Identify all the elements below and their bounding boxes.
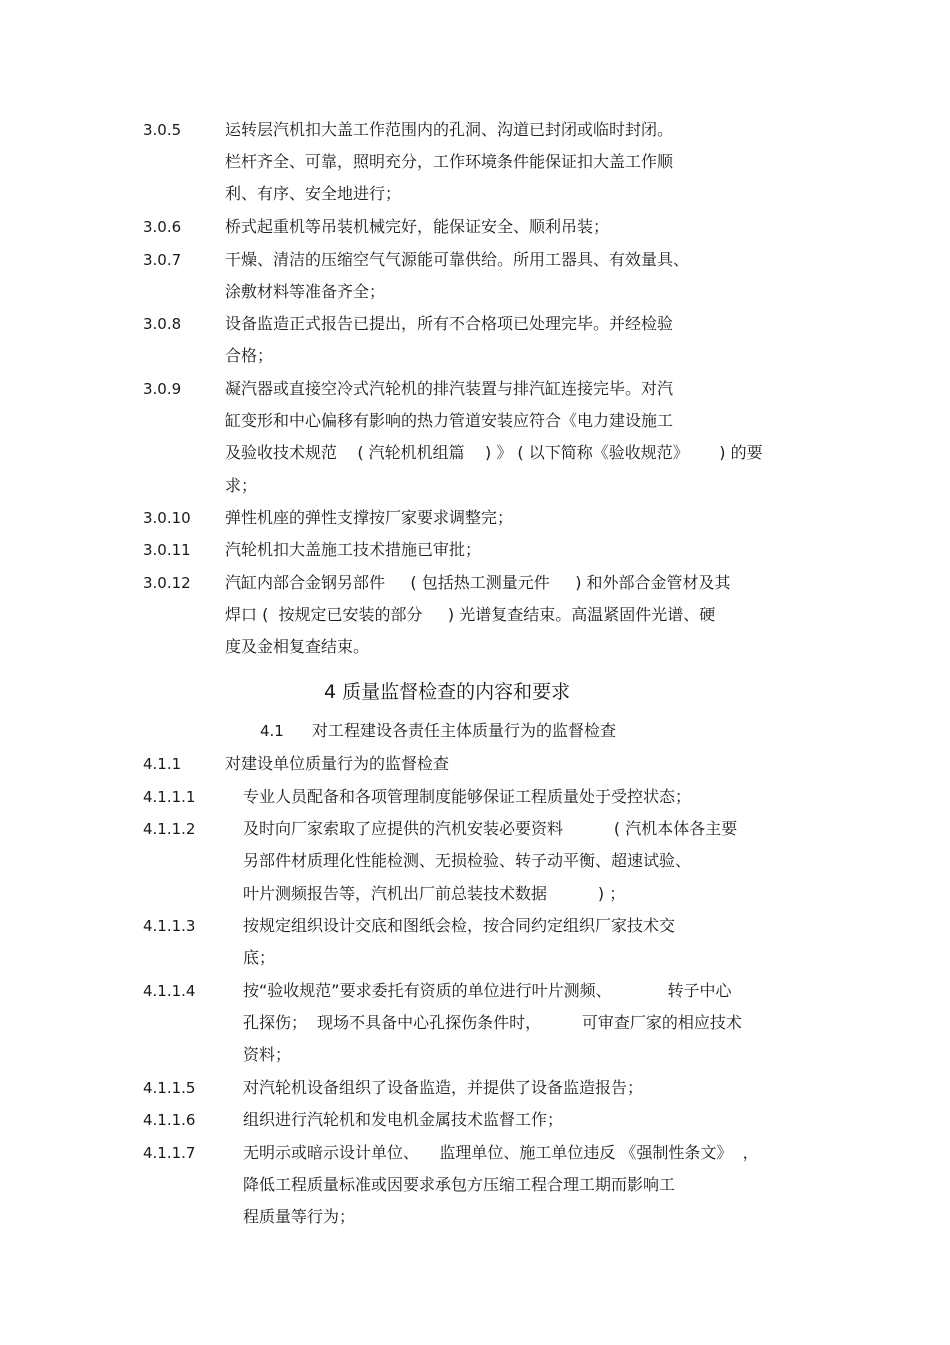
item-text-line: 程质量等行为； xyxy=(243,1207,356,1226)
item-text-line: 对汽轮机设备组织了设备监造，并提供了设备监造报告； xyxy=(243,1078,644,1097)
item-text-line: 资料； xyxy=(243,1045,292,1064)
item-number: 4.1.1 xyxy=(143,755,182,773)
item-text-line: 及时向厂家索取了应提供的汽机安装必要资料 ( 汽机本体各主要 xyxy=(243,819,738,838)
item-text-line: 求； xyxy=(225,476,258,495)
item-number: 3.0.12 xyxy=(143,574,191,592)
item-number: 3.0.11 xyxy=(143,541,191,559)
item-number: 4.1.1.7 xyxy=(143,1144,196,1162)
item-text-line: 汽缸内部合金钢另部件 ( 包括热工测量元件 ) 和外部合金管材及其 xyxy=(225,573,731,592)
item-text-line: 底； xyxy=(243,948,276,967)
item-text-line: 及验收技术规范 ( 汽轮机机组篇 ) 》 ( 以下简称《验收规范》 ) 的要 xyxy=(225,443,763,462)
item-number: 3.0.7 xyxy=(143,251,182,269)
subsection-title: 对工程建设各责任主体质量行为的监督检查 xyxy=(312,721,617,740)
item-text-line: 缸变形和中心偏移有影响的热力管道安装应符合《电力建设施工 xyxy=(225,411,674,430)
item-number: 4.1.1.1 xyxy=(143,788,196,806)
item-number: 4.1.1.3 xyxy=(143,917,196,935)
item-number: 4.1.1.6 xyxy=(143,1111,196,1129)
item-text-line: 运转层汽机扣大盖工作范围内的孔洞、沟道已封闭或临时封闭。 xyxy=(225,120,674,139)
item-number: 3.0.9 xyxy=(143,380,182,398)
item-text-line: 度及金相复查结束。 xyxy=(225,637,370,656)
item-number: 3.0.5 xyxy=(143,121,182,139)
item-text-line: 按规定组织设计交底和图纸会检，按合同约定组织厂家技术交 xyxy=(243,916,676,935)
section-heading: 4 质量监督检查的内容和要求 xyxy=(324,681,571,703)
item-number: 3.0.10 xyxy=(143,509,191,527)
item-number: 3.0.8 xyxy=(143,315,182,333)
item-text-line: 涂敷材料等准备齐全； xyxy=(225,282,386,301)
item-text-line: 汽轮机扣大盖施工技术措施已审批； xyxy=(225,540,482,559)
item-text-line: 干燥、清洁的压缩空气气源能可靠供给。所用工器具、有效量具、 xyxy=(225,250,690,269)
item-text-line: 利、有序、安全地进行； xyxy=(225,184,402,203)
item-number: 3.0.6 xyxy=(143,218,182,236)
item-text-line: 另部件材质理化性能检测、无损检验、转子动平衡、超速试验、 xyxy=(243,851,692,870)
item-number: 4.1.1.5 xyxy=(143,1079,196,1097)
item-text-line: 无明示或暗示设计单位、 监理单位、施工单位违反 《强制性条文》 ， xyxy=(243,1143,759,1162)
item-text-line: 栏杆齐全、可靠，照明充分，工作环境条件能保证扣大盖工作顺 xyxy=(225,152,674,171)
subsection-number: 4.1 xyxy=(260,722,284,740)
item-text-line: 焊口 ( 按规定已安装的部分 ) 光谱复查结束。高温紧固件光谱、硬 xyxy=(225,605,716,624)
item-number: 4.1.1.2 xyxy=(143,820,196,838)
item-text-line: 弹性机座的弹性支撑按厂家要求调整完； xyxy=(225,508,514,527)
item-text-line: 降低工程质量标准或因要求承包方压缩工程合理工期而影响工 xyxy=(243,1175,676,1194)
item-text-line: 孔探伤； 现场不具备中心孔探伤条件时， 可审查厂家的相应技术 xyxy=(243,1013,742,1032)
item-text-line: 按“验收规范”要求委托有资质的单位进行叶片测频、 转子中心 xyxy=(243,981,732,1000)
item-text-line: 合格； xyxy=(225,346,274,365)
item-text-line: 桥式起重机等吊装机械完好，能保证安全、顺利吊装； xyxy=(225,217,610,236)
item-text-line: 组织进行汽轮机和发电机金属技术监督工作； xyxy=(243,1110,564,1129)
item-text-line: 凝汽器或直接空冷式汽轮机的排汽装置与排汽缸连接完毕。对汽 xyxy=(225,379,674,398)
item-text-line: 专业人员配备和各项管理制度能够保证工程质量处于受控状态； xyxy=(243,787,692,806)
item-text-line: 叶片测频报告等，汽机出厂前总装技术数据 ) ； xyxy=(243,884,626,903)
item-text-line: 对建设单位质量行为的监督检查 xyxy=(225,754,450,773)
item-text-line: 设备监造正式报告已提出，所有不合格项已处理完毕。并经检验 xyxy=(225,314,674,333)
item-number: 4.1.1.4 xyxy=(143,982,196,1000)
